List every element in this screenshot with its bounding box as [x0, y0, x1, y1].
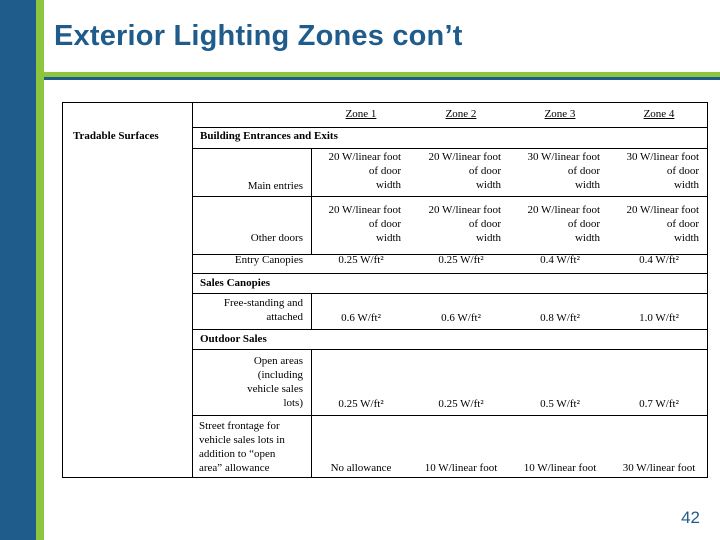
cell-street-frontage-zone-4: 30 W/linear foot — [622, 462, 696, 474]
grid-line — [311, 349, 312, 477]
cell-entry-canopies-zone-2: 0.25 W/ft² — [438, 254, 484, 266]
cell-entry-canopies-zone-1: 0.25 W/ft² — [338, 254, 384, 266]
row-label-street-frontage: Street frontage for vehicle sales lots in addition to “open area” allowance — [199, 420, 285, 474]
grid-line — [192, 329, 707, 330]
left-accent-bar — [0, 0, 36, 540]
zone-3-header: Zone 3 — [544, 108, 576, 120]
grid-line — [192, 293, 707, 294]
cell-free-standing-zone-1: 0.6 W/ft² — [341, 312, 381, 324]
cell-open-areas-zone-2: 0.25 W/ft² — [438, 398, 484, 410]
title-rule-blue — [44, 77, 720, 80]
cell-street-frontage-zone-2: 10 W/linear foot — [424, 462, 498, 474]
grid-line — [192, 415, 707, 416]
cell-street-frontage-zone-1: No allowance — [330, 462, 392, 474]
cell-main-entries-zone-1: 20 W/linear foot of door width — [328, 151, 401, 191]
slide-title: Exterior Lighting Zones con’t — [54, 20, 463, 52]
section-outdoor-sales: Outdoor Sales — [200, 333, 267, 345]
grid-line — [192, 148, 707, 149]
cell-other-doors-zone-1: 20 W/linear foot of door width — [328, 204, 401, 244]
row-label-free-standing: Free-standing and attached — [223, 297, 303, 323]
cell-open-areas-zone-1: 0.25 W/ft² — [338, 398, 384, 410]
cell-free-standing-zone-2: 0.6 W/ft² — [441, 312, 481, 324]
cell-other-doors-zone-3: 20 W/linear foot of door width — [527, 204, 600, 244]
grid-line — [192, 103, 193, 477]
grid-line — [192, 196, 707, 197]
grid-line — [192, 349, 707, 350]
cell-free-standing-zone-4: 1.0 W/ft² — [639, 312, 679, 324]
section-sales-canopies: Sales Canopies — [200, 277, 270, 289]
grid-line — [192, 273, 707, 274]
cell-entry-canopies-zone-4: 0.4 W/ft² — [639, 254, 679, 266]
zone-4-header: Zone 4 — [643, 108, 675, 120]
cell-main-entries-zone-3: 30 W/linear foot of door width — [527, 151, 600, 191]
category-label: Tradable Surfaces — [73, 130, 159, 142]
row-label-entry-canopies: Entry Canopies — [234, 254, 303, 266]
cell-main-entries-zone-4: 30 W/linear foot of door width — [626, 151, 699, 191]
page-number: 42 — [681, 508, 700, 527]
row-label-open-areas: Open areas (including vehicle sales lots) — [247, 355, 303, 409]
row-label-main-entries: Main entries — [247, 180, 303, 192]
cell-open-areas-zone-4: 0.7 W/ft² — [639, 398, 679, 410]
grid-line — [192, 127, 707, 128]
lighting-zones-table — [62, 102, 708, 478]
cell-entry-canopies-zone-3: 0.4 W/ft² — [540, 254, 580, 266]
cell-other-doors-zone-2: 20 W/linear foot of door width — [428, 204, 501, 244]
left-accent-stripe — [36, 0, 44, 540]
row-label-other-doors: Other doors — [250, 232, 303, 244]
cell-street-frontage-zone-3: 10 W/linear foot — [523, 462, 597, 474]
cell-main-entries-zone-2: 20 W/linear foot of door width — [428, 151, 501, 191]
zone-2-header: Zone 2 — [445, 108, 477, 120]
cell-other-doors-zone-4: 20 W/linear foot of door width — [626, 204, 699, 244]
zone-1-header: Zone 1 — [345, 108, 377, 120]
section-building-entrances: Building Entrances and Exits — [200, 130, 338, 142]
cell-free-standing-zone-3: 0.8 W/ft² — [540, 312, 580, 324]
cell-open-areas-zone-3: 0.5 W/ft² — [540, 398, 580, 410]
